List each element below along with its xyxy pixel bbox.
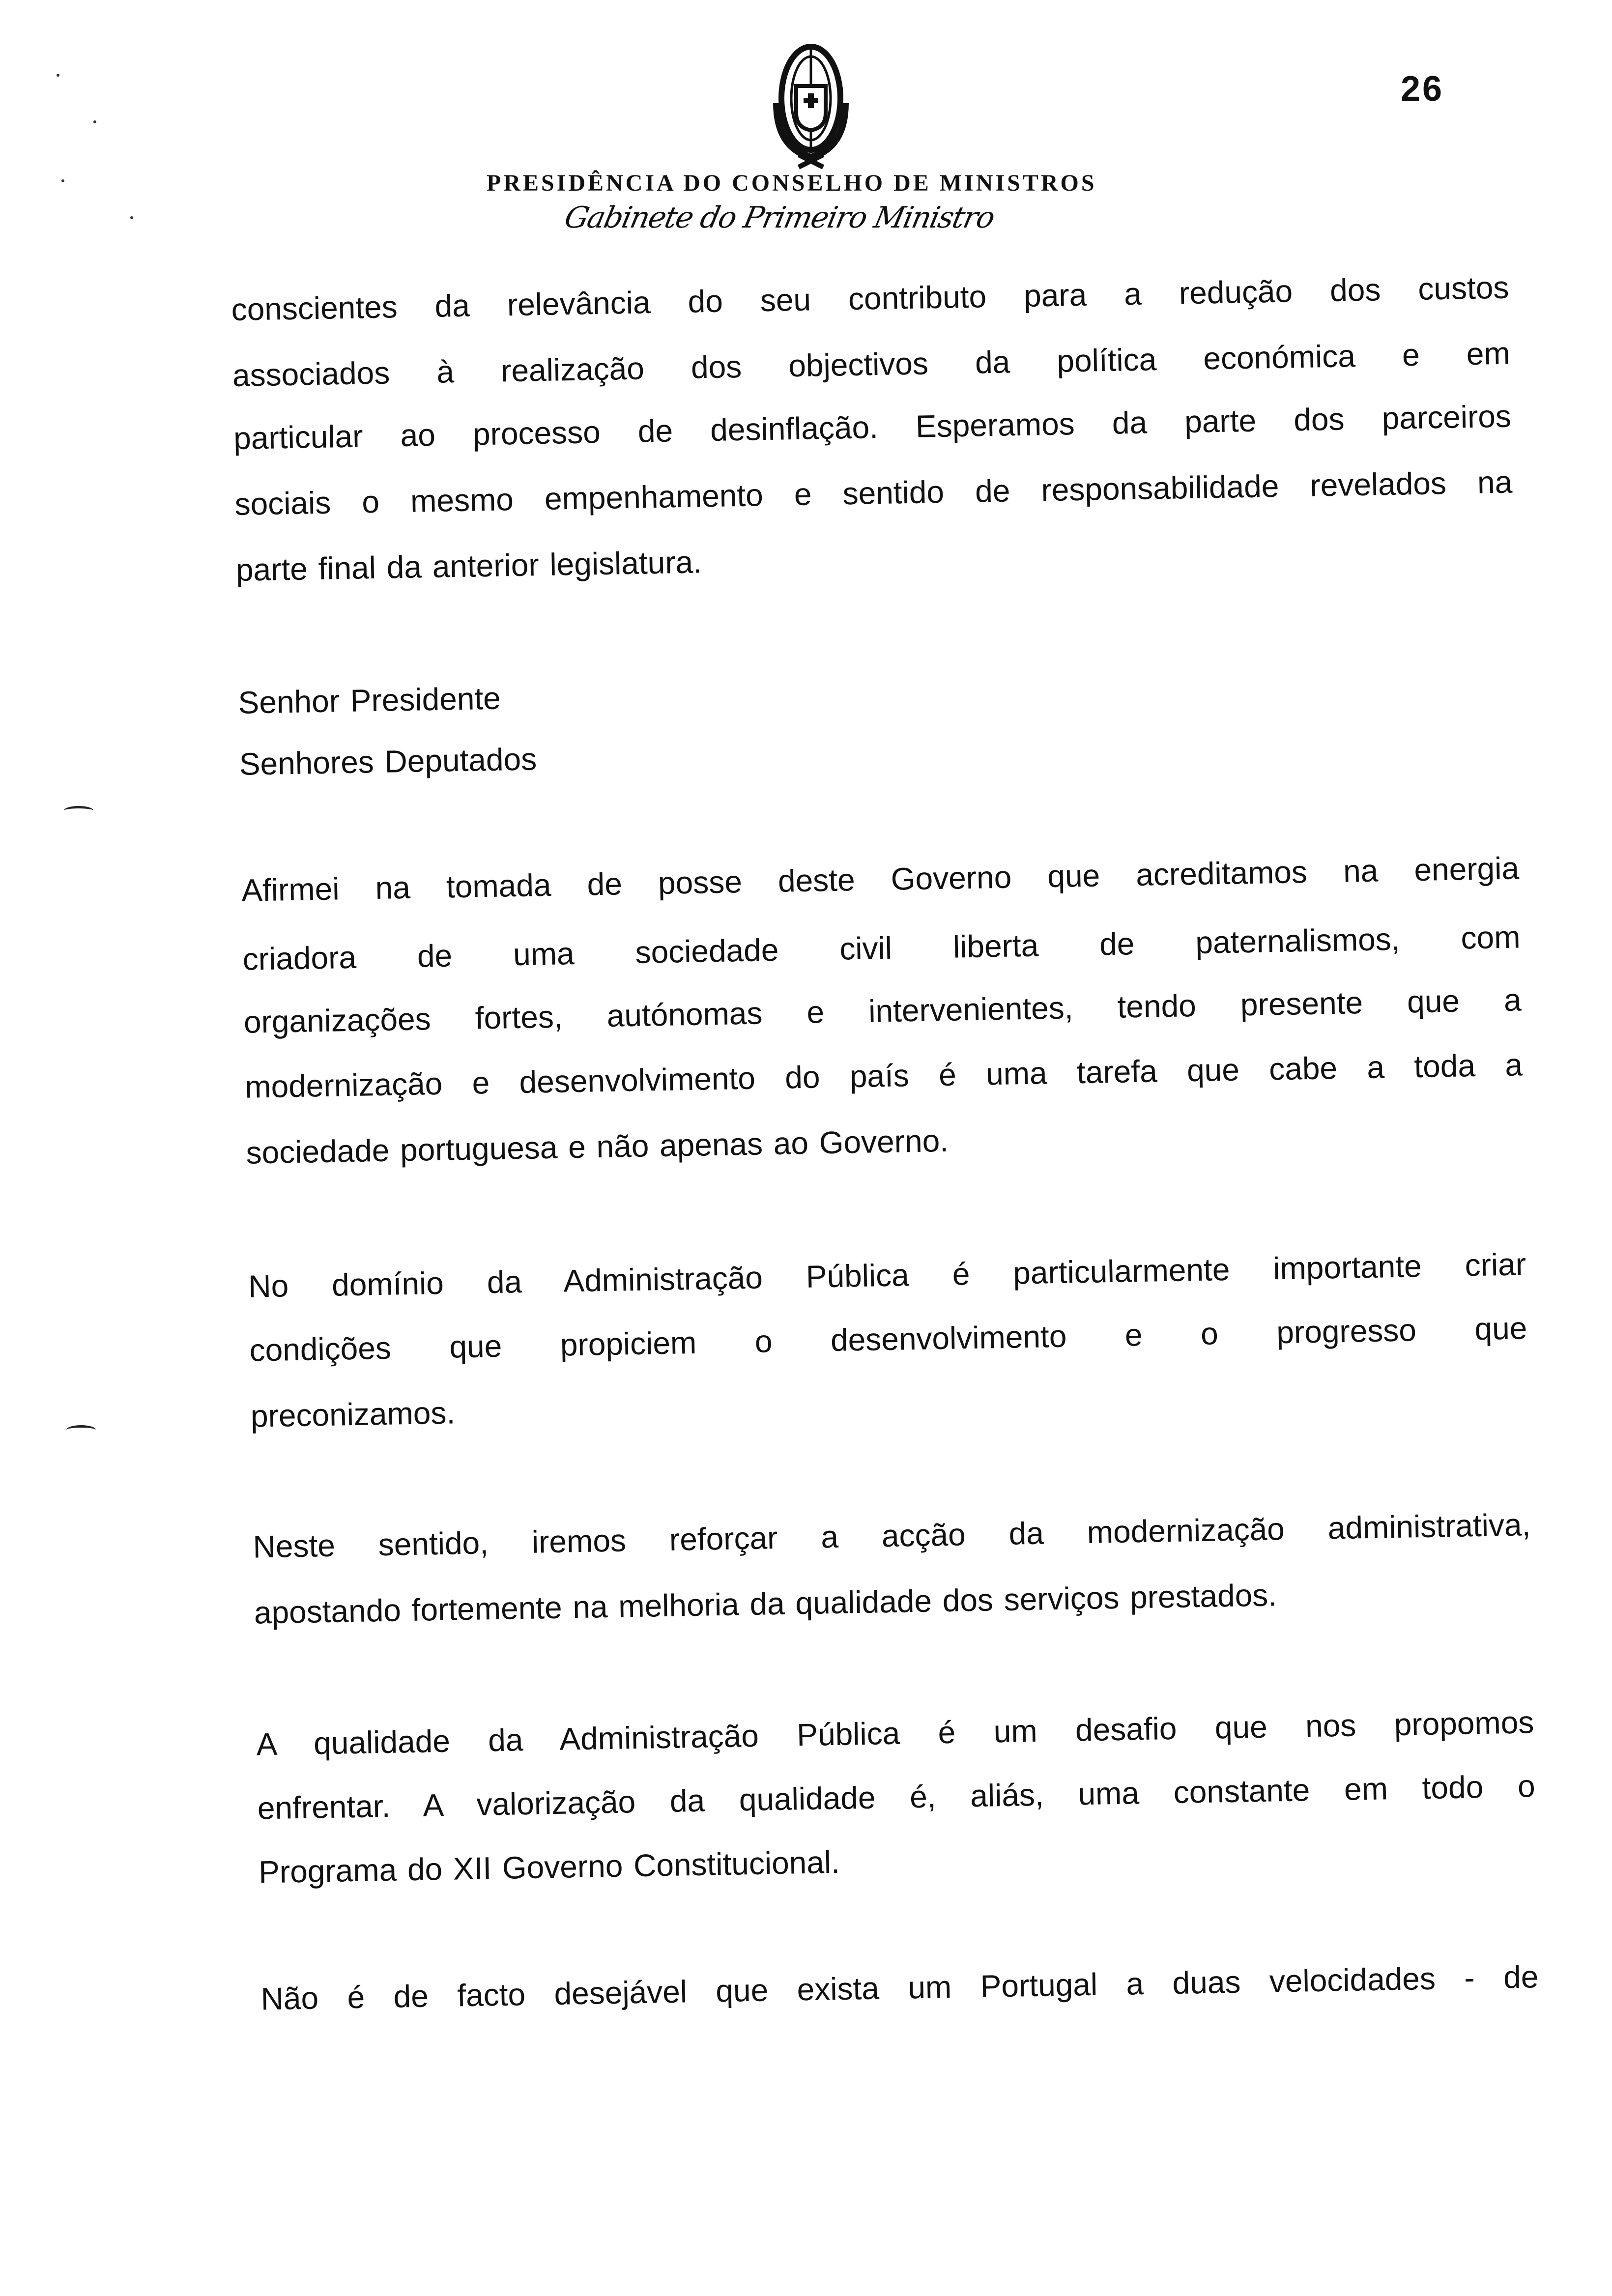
text-line: Programa do XII Governo Constitucional. xyxy=(258,1844,840,1890)
text-line: modernização e desenvolvimento do país é uma tarefa que cabe a toda a xyxy=(244,1047,1523,1105)
scan-mark xyxy=(66,1425,96,1435)
salutation-line: Senhor Presidente xyxy=(238,680,501,720)
scan-speck xyxy=(57,74,59,77)
text-line: condições que propiciem o desenvolvimento e o progresso que xyxy=(249,1310,1527,1368)
text-line: Neste sentido, iremos reforçar a acção da modernização administrativa, xyxy=(253,1507,1531,1565)
salutation-line: Senhores Deputados xyxy=(239,741,537,782)
text-line: A qualidade da Administração Pública é um desafio que nos propomos xyxy=(256,1704,1534,1762)
text-line: criadora de uma sociedade civil liberta de paternalismos, com xyxy=(242,919,1521,977)
text-line: parte final da anterior legislatura. xyxy=(235,544,702,588)
text-line: organizações fortes, autónomas e intervenientes, tendo presente que a xyxy=(243,982,1522,1040)
text-line: associados à realização dos objectivos da política económica e em xyxy=(232,335,1511,393)
page-number: 26 xyxy=(1401,69,1444,109)
scan-mark xyxy=(64,806,93,815)
office-script-line: Gabinete do Primeiro Ministro xyxy=(561,201,998,235)
text-line: conscientes da relevância do seu contributo para a redução dos custos xyxy=(231,269,1509,327)
scan-speck xyxy=(130,216,133,219)
text-line: preconizamos. xyxy=(250,1395,456,1434)
text-line: Não é de facto desejável que exista um Portugal a duas velocidades - de xyxy=(260,1959,1539,2017)
text-line: apostando fortemente na melhoria da qualidade dos serviços prestados. xyxy=(254,1577,1277,1631)
document-body xyxy=(231,268,1539,2059)
text-line: sociedade portuguesa e não apenas ao Governo. xyxy=(246,1122,949,1171)
scan-speck xyxy=(61,179,64,182)
organization-heading: PRESIDÊNCIA DO CONSELHO DE MINISTROS xyxy=(487,170,1097,196)
text-line: sociais o mesmo empenhamento e sentido de responsabilidade revelados na xyxy=(234,464,1513,522)
text-line: particular ao processo de desinflação. Esperamos da parte dos parceiros xyxy=(233,398,1512,456)
text-line: Afirmei na tomada de posse deste Governo que acreditamos na energia xyxy=(241,850,1520,908)
text-line: No domínio da Administração Pública é particularmente importante criar xyxy=(248,1246,1526,1304)
text-line: enfrentar. A valorização da qualidade é, aliás, uma constante em todo o xyxy=(257,1768,1536,1826)
scan-speck xyxy=(93,120,96,123)
coat-of-arms-emblem xyxy=(757,39,865,172)
